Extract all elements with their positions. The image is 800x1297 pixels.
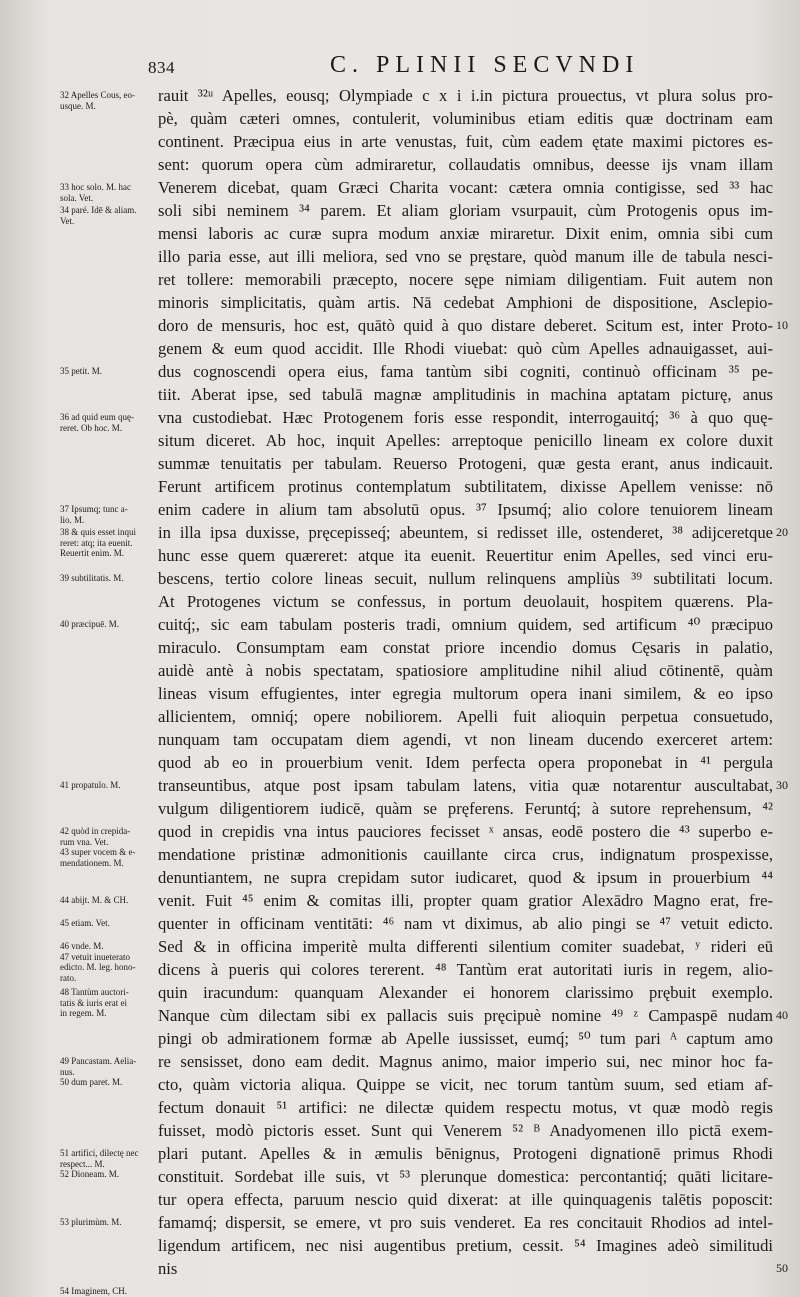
body-line: Sed & in officina imperitè multa differenti silentium comiter suadebat, ʸ rideri eū bbox=[158, 937, 773, 956]
body-line: nis bbox=[158, 1259, 178, 1278]
margin-note: 36 ad quid eum quę- reret. Ob hoc. M. bbox=[60, 412, 134, 433]
body-line: sent: quorum opera cùm admiraretur, collaudatis omnibus, deesse ijs vnam illam bbox=[158, 155, 773, 174]
body-line: quin iracundum: quanquam Alexander ei honorem clarissimo prębuit exemplo. bbox=[158, 983, 773, 1002]
margin-note: 35 petit. M. bbox=[60, 366, 102, 376]
body-line: miraculo. Consumptam eam constat priore incendio domus Cęsaris in palatio, bbox=[158, 638, 773, 657]
body-line: doro de mensuris, hoc est, quātò quid à quo distare deberet. Scitum est, inter Proto- bbox=[158, 316, 773, 335]
body-line: pè, quàm cæteri omnes, contulerit, voluminibus etiam editis quæ doctrinam eam bbox=[158, 109, 773, 128]
margin-note: 42 quòd in crepida- rum vna. Vet. 43 super vocem & e- mendationem. M. bbox=[60, 826, 136, 868]
line-number: 30 bbox=[776, 778, 788, 792]
body-line: enim cadere in alium tam absolutū opus. ³⁷ Ipsumq́; alio colore tenuiorem lineam bbox=[158, 500, 773, 519]
body-line: denuntiantem, ne supra crepidam sutor iudicaret, quod & ipsum in prouerbium ⁴⁴ bbox=[158, 868, 773, 887]
body-line: Nanque cùm dilectam sibi ex pallacis suis pręcipuè nomine ⁴⁹ ᶻ Campaspē nudam bbox=[158, 1006, 773, 1025]
line-number: 20 bbox=[776, 525, 788, 539]
body-line: mendatione pristinæ admonitionis cauillante circa crus, indignatum prospexisse, bbox=[158, 845, 773, 864]
margin-note: 54 Imaginem, CH. bbox=[60, 1286, 127, 1296]
body-line: At Protogenes victum se confessus, in portum deuolauit, hospitem quærens. Pla- bbox=[158, 592, 773, 611]
body-line: auidè antè à nobis spectatam, spatiosiore amplitudine nihil aliud cōtinentē, quàm bbox=[158, 661, 773, 680]
body-line: soli sibi neminem ³⁴ parem. Et aliam gloriam vsurpauit, cùm Protogenis opus im- bbox=[158, 201, 773, 220]
body-line: cto, quàm victoria aliqua. Quippe se vicit, nec torum tantùm suum, sed etiam af- bbox=[158, 1075, 773, 1094]
body-line: vna custodiebat. Hæc Protogenem foris esse respondit, interrogauitq́; ³⁶ à quo quę- bbox=[158, 408, 773, 427]
line-number: 50 bbox=[776, 1261, 788, 1275]
margin-note: 48 Tantùm auctori- tatis & iuris erat ei in regem. M. bbox=[60, 987, 129, 1018]
body-text bbox=[158, 84, 773, 1278]
body-line: minoris simplicitatis, quàm artis. Nā cedebat Amphioni de dispositione, Asclepio- bbox=[158, 293, 773, 312]
margin-note: 39 subtilitatis. M. bbox=[60, 573, 124, 583]
body-line: re sensisset, dono eam dedit. Magnus animo, maior imperio sui, nec minor hoc fa- bbox=[158, 1052, 773, 1071]
body-line: hunc esse quem quæreret: atque ita euenit. Reuertitur enim Apelles, sed vinci eru- bbox=[158, 546, 773, 565]
body-line: Venerem dicebat, quam Græci Charita vocant: cætera omnia contigisse, sed ³³ hac bbox=[158, 178, 773, 197]
body-line: venit. Fuit ⁴⁵ enim & comitas illi, propter quam gratior Alexādro Magno erat, fre- bbox=[158, 891, 773, 910]
margin-note: 46 vnde. M. 47 vetuit inueterato edicto. M. leg. hono- rato. bbox=[60, 941, 136, 983]
margin-note: 41 propatulo. M. bbox=[60, 780, 121, 790]
body-line: rauit ³²ᵘ Apelles, eousq; Olympiade c x i i.in pictura prouectus, vt plura solus pro- bbox=[158, 86, 773, 105]
body-line: genem & eum quod accidit. Ille Rhodi viuebat: quò cùm Apelles adnauigasset, aui- bbox=[158, 339, 773, 358]
body-line: quod ab eo in prouerbium venit. Idem perfecta opera proponebat in ⁴¹ pergula bbox=[158, 753, 773, 772]
body-line: ret tollere: memorabili præcepto, nocere sępe nimiam diligentiam. Fuit autem non bbox=[158, 270, 773, 289]
margin-note: 34 paré. Idē & aliam. Vet. bbox=[60, 205, 137, 226]
margin-note: 49 Pancastam. Aelia- nus. 50 dum paret. M. bbox=[60, 1056, 137, 1087]
body-line: quod in crepidis vna intus pauciores fecisset ˣ ansas, eodē postero die ⁴³ superbo e- bbox=[158, 822, 773, 841]
body-line: constituit. Sordebat ille suis, vt ⁵³ plerunque domestica: percontantiq́; quāti licitare- bbox=[158, 1167, 773, 1186]
margin-note: 32 Apelles Cous, eo- usque. M. bbox=[60, 90, 135, 111]
body-line: bescens, tertio colore lineas secuit, nullum relinquens ampliùs ³⁹ subtilitati locum. bbox=[158, 569, 773, 588]
body-line: tiit. Aberat ipse, sed tabulā magnæ amplitudinis in machina aptatam picturę, anus bbox=[158, 385, 773, 404]
margin-note: 51 artifici, dilectę nec respect... M. 52 Dioneam. M. bbox=[60, 1148, 139, 1179]
body-line: plari putant. Apelles & in æmulis bēnignus, Protogeni dignationē primus Rhodi bbox=[158, 1144, 773, 1163]
body-line: mensi laboris ac curæ supra modum anxiæ miraretur. Dixit enim, omnia sibi cum bbox=[158, 224, 773, 243]
body-line: pingi ob admirationem formæ ab Apelle iussisset, eumq́; ⁵⁰ tum pari ᴬ captum amo bbox=[158, 1029, 773, 1048]
body-line: fectum donauit ⁵¹ artifici: ne dilectæ quidem respectu motus, vt quæ modò regis bbox=[158, 1098, 773, 1117]
body-line: dicens à pueris qui colores tererent. ⁴⁸ Tantùm erat autoritati iuris in regem, alio- bbox=[158, 960, 773, 979]
body-line: famamq́; dispersit, se emere, vt pro suis venderet. Ea res concitauit Rhodios ad intel- bbox=[158, 1213, 773, 1232]
margin-note: 40 præcipuē. M. bbox=[60, 619, 119, 629]
margin-note: 33 hoc solo. M. hac sola. Vet. bbox=[60, 182, 131, 203]
body-line: lineas visum effugientes, inter egregia multorum opera inani similem, & eo ipso bbox=[158, 684, 773, 703]
body-line: illo paria esse, aut illi meliora, sed vno se pręstare, quòd manum ille de tabula nesci- bbox=[158, 247, 773, 266]
body-line: tur opera effecta, paruum nescio quid dixerat: at ille quinquagenis talētis poposcit: bbox=[158, 1190, 773, 1209]
margin-note: 37 Ipsumq; tunc a- lio. M. bbox=[60, 504, 128, 525]
margin-note: 38 & quis esset inqui reret: atq; ita euenit. Reuertit enim. M. bbox=[60, 527, 136, 558]
body-line: dus cognoscendi opera eius, fama tantùm sibi cogniti, continuò officinam ³⁵ pe- bbox=[158, 362, 773, 381]
page-number: 834 bbox=[148, 58, 175, 77]
body-line: Ferunt artificem protinus contemplatum subtilitatem, dixisse Apellem venisse: nō bbox=[158, 477, 773, 496]
body-line: allicientem, omniq́; opere nobiliorem. Apelli fuit alioquin perpetua consuetudo, bbox=[158, 707, 773, 726]
body-line: ligendum artificem, nec nisi augentibus pretium, cessit. ⁵⁴ Imagines adeò similitudi bbox=[158, 1236, 773, 1255]
margin-note: 53 plurimùm. M. bbox=[60, 1217, 122, 1227]
body-line: continent. Præcipua eius in arte venustas, fuit, cùm eadem ętate maximi pictores es- bbox=[158, 132, 773, 151]
margin-note: 44 abijt. M. & CH. bbox=[60, 895, 129, 905]
body-line: transeuntibus, atque post ipsam tabulam latens, vitia quæ notarentur auscultabat, bbox=[158, 776, 773, 795]
running-head: C. PLINII SECVNDI bbox=[330, 52, 640, 78]
body-line: fuisset, modò pictoris esset. Sunt qui Venerem ⁵² ᴮ Anadyomenen illo pictā exem- bbox=[158, 1121, 773, 1140]
body-line: in illa ipsa duxisse, pręcepisseq́; abeuntem, si redisset ille, ostenderet, ³⁸ adijceretque bbox=[158, 523, 773, 542]
body-line: quenter in officinam ventitāti: ⁴⁶ nam vt diximus, ab alio pingi se ⁴⁷ vetuit edicto. bbox=[158, 914, 773, 933]
line-number: 40 bbox=[776, 1008, 788, 1022]
line-number: 10 bbox=[776, 318, 788, 332]
body-line: situm diceret. Ab hoc, inquit Apelles: arreptoque penicillo lineam ex colore duxit bbox=[158, 431, 773, 450]
body-line: vulgum diligentiorem iudicē, quàm se pręferens. Feruntq́; à sutore reprehensum, ⁴² bbox=[158, 799, 773, 818]
body-line: summæ tenuitatis per tabulam. Reuerso Protogeni, quæ gesta erant, anus indicauit. bbox=[158, 454, 773, 473]
margin-notes bbox=[0, 0, 150, 1297]
margin-note: 45 etiam. Vet. bbox=[60, 918, 110, 928]
body-line: cuitq́;, sic eam tabulam posteris tradi, omnium quidem, sed artificum ⁴⁰ præcipuo bbox=[158, 615, 773, 634]
body-line: nunquam tam occupatam diem agendi, vt non lineam ducendo exerceret artem: bbox=[158, 730, 773, 749]
